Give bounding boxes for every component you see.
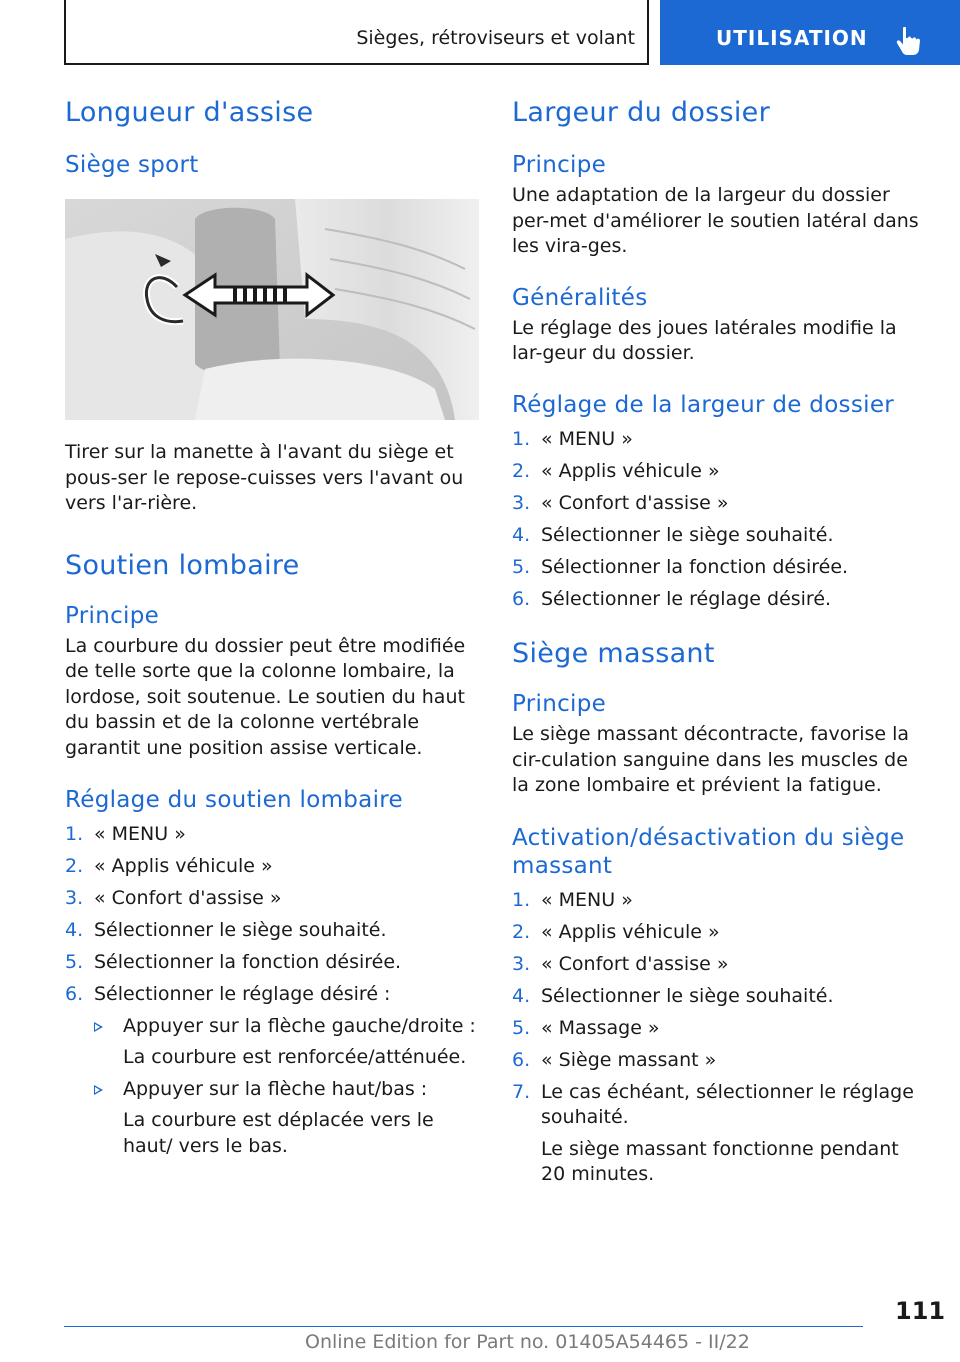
backrest-principle-text: Une adaptation de la largeur du dossier per-met d'améliorer le soutien latéral dans les vira-ges. bbox=[512, 184, 919, 257]
massage-principle-heading: Principe bbox=[512, 691, 607, 717]
list-item: 6. Sélectionner le réglage désiré. bbox=[512, 587, 832, 610]
list-item: 1. « MENU » bbox=[512, 427, 633, 450]
seat-length-instruction: Tirer sur la manette à l'avant du siège et pous-ser le repose-cuisses vers l'avant ou vers l'ar-rière. bbox=[65, 441, 464, 514]
list-item: 1. « MENU » bbox=[512, 888, 633, 911]
sub-step: Appuyer sur la flèche haut/bas : La courbure est déplacée vers le haut/ vers le bas. bbox=[94, 1077, 485, 1160]
page-number: 111 bbox=[895, 1297, 946, 1325]
bullet-triangle-icon bbox=[94, 1022, 103, 1032]
list-item: 3. « Confort d'assise » bbox=[512, 491, 729, 514]
lumbar-support-heading: Soutien lombaire bbox=[65, 549, 300, 581]
list-item: 6. Sélectionner le réglage désiré : Appuyer sur la flèche gauche/droite : La courbure est renforcée/atténuée. Appuyer sur la flèche haut/bas : La courbure est déplacée vers le haut/ vers le bas. bbox=[65, 982, 485, 1159]
backrest-adjust-heading: Réglage de la largeur de dossier bbox=[512, 391, 895, 418]
edition-text: Online Edition for Part no. 01405A54465 - II/22 bbox=[305, 1331, 750, 1353]
backrest-general-heading: Généralités bbox=[512, 284, 648, 311]
sub-step: Appuyer sur la flèche gauche/droite : La courbure est renforcée/atténuée. bbox=[94, 1014, 485, 1071]
massage-activation-heading: Activation/désactivation du siège massant bbox=[512, 824, 905, 879]
list-item: 2. « Applis véhicule » bbox=[65, 855, 273, 877]
backrest-steps-list bbox=[512, 427, 927, 613]
section-title: Sièges, rétroviseurs et volant bbox=[356, 27, 635, 49]
seat-length-adjustment-figure bbox=[65, 199, 479, 420]
header-section-box bbox=[64, 0, 649, 65]
lumbar-principle-heading: Principe bbox=[65, 602, 160, 629]
seat-length-heading: Longueur d'assise bbox=[65, 97, 314, 128]
list-item: 4. Sélectionner le siège souhaité. bbox=[512, 523, 834, 546]
chapter-tab-label: UTILISATION bbox=[716, 26, 868, 50]
list-item: 4. Sélectionner le siège souhaité. bbox=[512, 984, 834, 1007]
sport-seat-heading: Siège sport bbox=[65, 152, 199, 178]
list-item: 2. « Applis véhicule » bbox=[512, 459, 720, 482]
list-item: 5. « Massage » bbox=[512, 1016, 660, 1039]
bullet-triangle-icon bbox=[94, 1085, 103, 1095]
massage-duration-note: Le siège massant fonctionne pendant 20 minutes. bbox=[541, 1137, 899, 1185]
list-item: 1. « MENU » bbox=[65, 823, 186, 845]
list-item: 6. « Siège massant » bbox=[512, 1048, 717, 1071]
lumbar-steps-list bbox=[65, 822, 485, 1159]
massage-seat-heading: Siège massant bbox=[512, 638, 715, 669]
lumbar-adjust-heading: Réglage du soutien lombaire bbox=[65, 787, 403, 813]
backrest-principle-heading: Principe bbox=[512, 152, 607, 178]
left-column bbox=[65, 96, 485, 1166]
backrest-width-heading: Largeur du dossier bbox=[512, 97, 770, 128]
chapter-tab[interactable] bbox=[660, 0, 960, 65]
backrest-general-text: Le réglage des joues latérales modifie la lar-geur du dossier. bbox=[512, 316, 897, 364]
list-item: 5. Sélectionner la fonction désirée. bbox=[512, 555, 849, 578]
list-item: 3. « Confort d'assise » bbox=[65, 887, 282, 909]
massage-principle-text: Le siège massant décontracte, favorise la cir-culation sanguine dans les muscles de la zone lombaire et prévient la fatigue. bbox=[512, 723, 910, 796]
lumbar-principle-text: La courbure du dossier peut être modifiée de telle sorte que la colonne lombaire, la lordose, soit soutenue. Le soutien du haut du bassin et de la colonne vertébrale garantit une position assise verticale. bbox=[65, 634, 466, 759]
list-item: 2. « Applis véhicule » bbox=[512, 920, 720, 943]
right-column bbox=[512, 96, 927, 1194]
footer-divider bbox=[64, 1326, 863, 1327]
list-item: 3. « Confort d'assise » bbox=[512, 952, 729, 975]
list-item: 4. Sélectionner le siège souhaité. bbox=[65, 919, 387, 941]
list-item: 7. Le cas échéant, sélectionner le réglage souhaité. Le siège massant fonctionne pendant 20 minutes. bbox=[512, 1080, 927, 1188]
massage-steps-list bbox=[512, 888, 927, 1188]
list-item: 5. Sélectionner la fonction désirée. bbox=[65, 951, 402, 973]
pointing-hand-icon bbox=[895, 26, 921, 56]
